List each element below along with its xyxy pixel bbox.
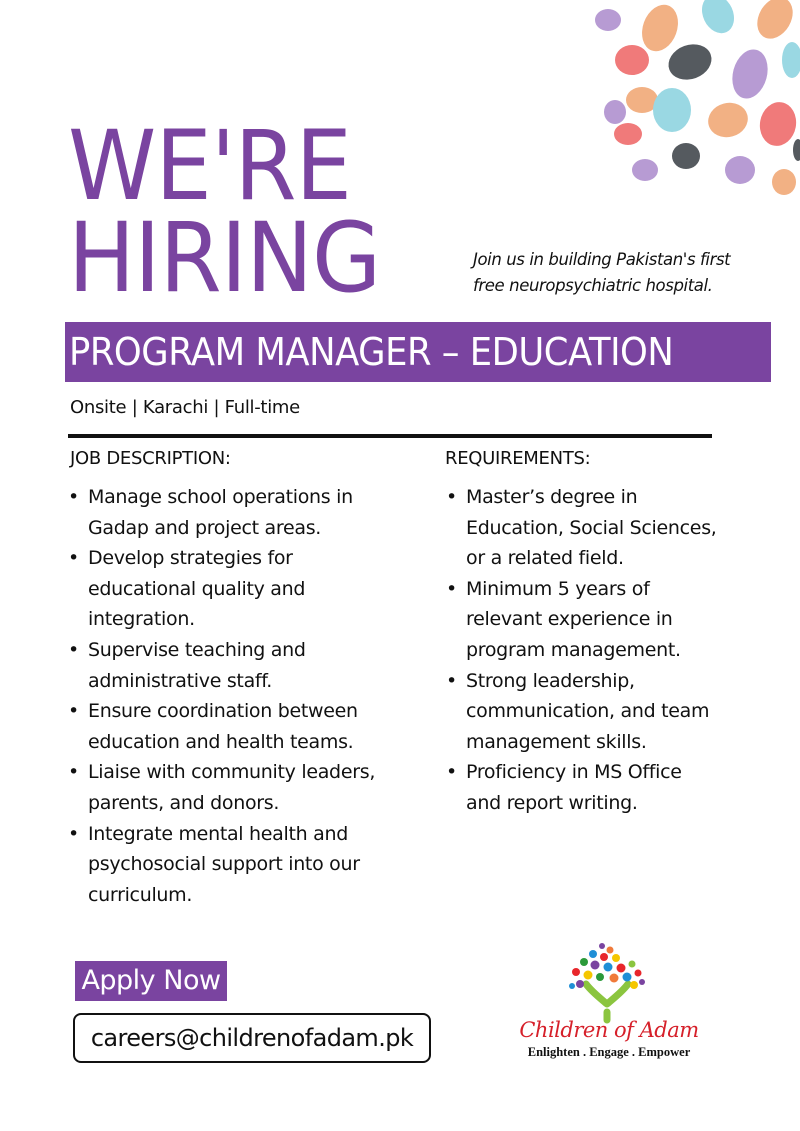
list-item: • Liaise with community leaders, parents, and donors. xyxy=(68,757,408,818)
list-item: • Master’s degree in Education, Social Sciences, or a related field. xyxy=(446,482,776,574)
list-item: • Manage school operations in Gadap and project areas. xyxy=(68,482,408,543)
headline-line-2: HIRING xyxy=(68,202,381,314)
headline-line-1: WE'RE xyxy=(68,110,352,222)
list-item: • Proficiency in MS Office and report writing. xyxy=(446,757,776,818)
list-item: • Strong leadership, communication, and team management skills. xyxy=(446,666,776,758)
list-item: • Develop strategies for educational quality and integration. xyxy=(68,543,408,635)
requirements-heading: REQUIREMENTS: xyxy=(445,448,591,469)
decorative-dots xyxy=(560,0,800,200)
tagline xyxy=(473,247,773,299)
list-item: • Integrate mental health and psychosocial support into our curriculum. xyxy=(68,819,408,911)
position-title-banner xyxy=(65,322,771,382)
list-item: • Minimum 5 years of relevant experience in program management. xyxy=(446,574,776,666)
apply-now-button[interactable]: Apply Now xyxy=(75,961,227,1001)
logo-tagline: Enlighten . Engage . Empower xyxy=(527,1045,691,1059)
tagline-line-1: Join us in building Pakistan's first xyxy=(473,250,731,269)
divider xyxy=(68,434,712,438)
position-title: PROGRAM MANAGER – EDUCATION xyxy=(69,330,674,374)
hiring-headline xyxy=(68,110,381,314)
careers-email[interactable]: careers@childrenofadam.pk xyxy=(73,1013,431,1063)
job-description-list xyxy=(68,482,408,910)
list-item: • Supervise teaching and administrative staff. xyxy=(68,635,408,696)
logo-name: Children of Adam xyxy=(519,1018,699,1042)
tagline-line-2: free neuropsychiatric hospital. xyxy=(473,276,713,295)
requirements-list xyxy=(446,482,776,819)
job-description-heading: JOB DESCRIPTION: xyxy=(70,448,231,469)
list-item: • Ensure coordination between education and health teams. xyxy=(68,696,408,757)
job-meta: Onsite | Karachi | Full-time xyxy=(70,397,300,418)
